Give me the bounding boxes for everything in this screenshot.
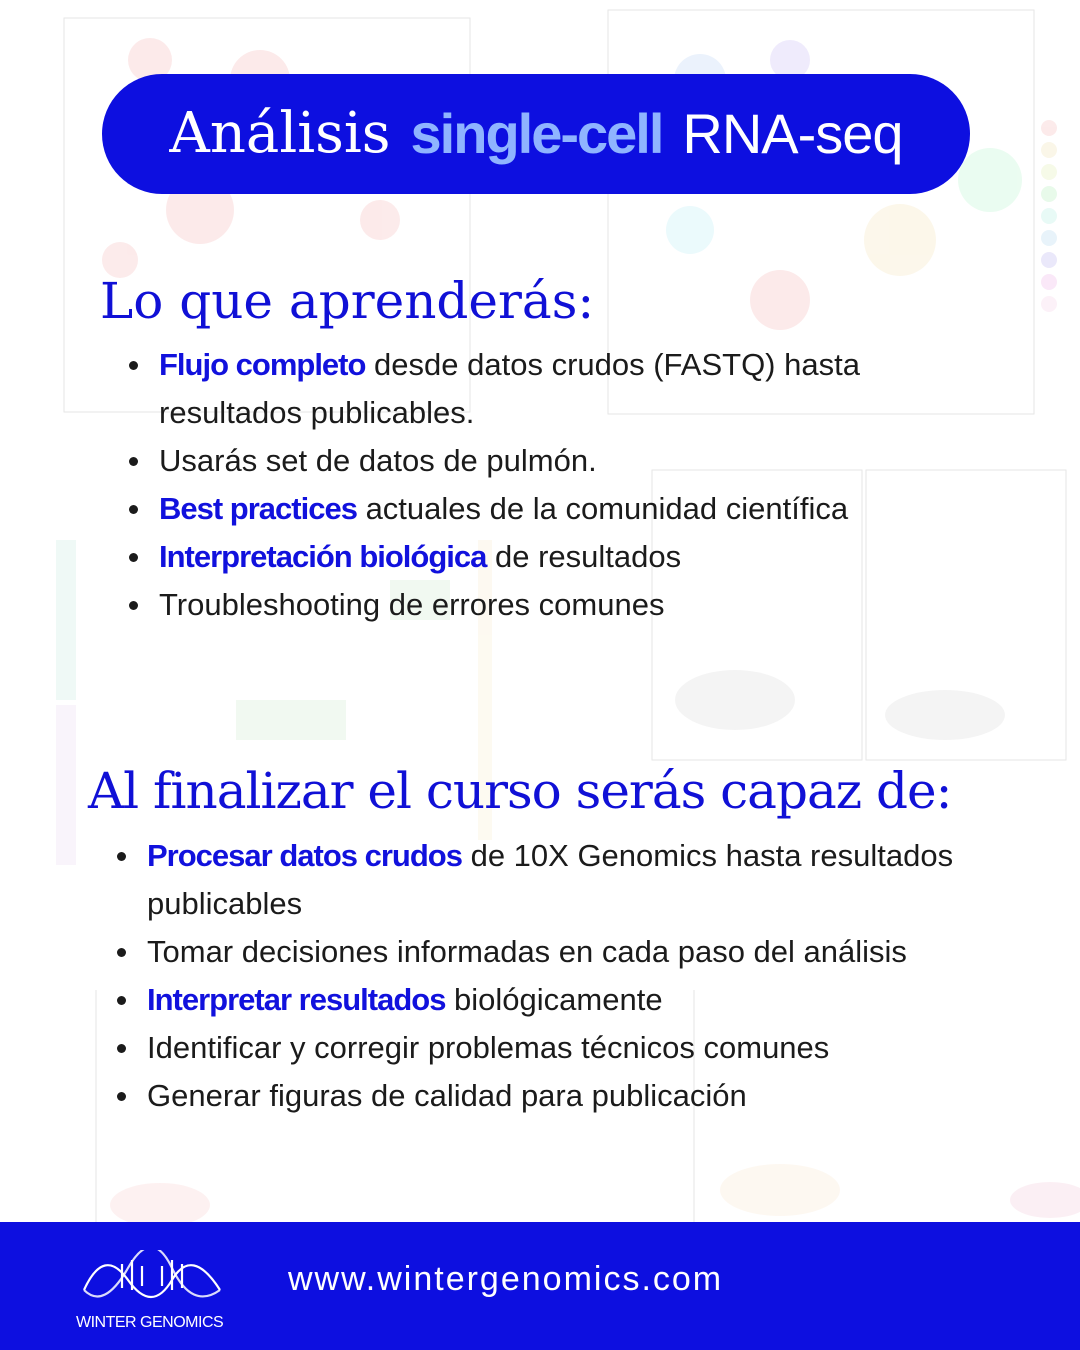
learn-item-highlight: Interpretación biológica xyxy=(159,539,487,574)
outcome-item xyxy=(147,1072,1047,1120)
learn-item-text: desde datos crudos (FASTQ) hasta resultados publicables. xyxy=(159,347,860,430)
outcome-item-highlight: Interpretar resultados xyxy=(147,982,446,1017)
learn-item-text: Troubleshooting de errores comunes xyxy=(159,587,665,622)
title-banner xyxy=(102,74,970,194)
title-part-analisis: Análisis xyxy=(169,101,391,166)
outcomes-list xyxy=(113,832,1047,1120)
learn-item xyxy=(159,341,919,437)
winter-genomics-logo[interactable] xyxy=(76,1250,236,1336)
learn-item xyxy=(159,533,919,581)
section-heading-learn: Lo que aprenderás: xyxy=(100,272,595,330)
learn-item-text: actuales de la comunidad científica xyxy=(356,491,849,526)
outcome-item xyxy=(147,1024,1047,1072)
outcome-item-text: Identificar y corregir problemas técnicos comunes xyxy=(147,1030,830,1065)
outcome-item-text: biológicamente xyxy=(445,982,663,1017)
outcome-item xyxy=(147,976,1047,1024)
learn-item-highlight: Flujo completo xyxy=(159,347,366,382)
learn-item xyxy=(159,581,919,629)
outcome-item-text: de 10X Genomics hasta resultados publicables xyxy=(147,838,954,921)
outcome-item-highlight: Procesar datos crudos xyxy=(147,838,462,873)
learn-item-text: Usarás set de datos de pulmón. xyxy=(159,443,597,478)
outcome-item-text: Tomar decisiones informadas en cada paso del análisis xyxy=(147,934,907,969)
dna-helix-icon xyxy=(82,1250,222,1306)
title-part-single-cell: single-cell xyxy=(410,102,663,165)
learn-item-text: de resultados xyxy=(486,539,682,574)
learn-item xyxy=(159,437,919,485)
outcome-item-text: Generar figuras de calidad para publicación xyxy=(147,1078,747,1113)
outcome-item xyxy=(147,928,1047,976)
learn-list xyxy=(125,341,919,629)
title-part-rna-seq: RNA-seq xyxy=(682,102,903,165)
footer-bar xyxy=(0,1222,1080,1350)
learn-item-highlight: Best practices xyxy=(159,491,357,526)
section-heading-outcomes: Al finalizar el curso serás capaz de: xyxy=(88,762,952,820)
outcome-item xyxy=(147,832,1047,928)
logo-text: WINTER GENOMICS xyxy=(76,1314,224,1331)
website-link[interactable]: www.wintergenomics.com xyxy=(288,1260,724,1298)
learn-item xyxy=(159,485,919,533)
